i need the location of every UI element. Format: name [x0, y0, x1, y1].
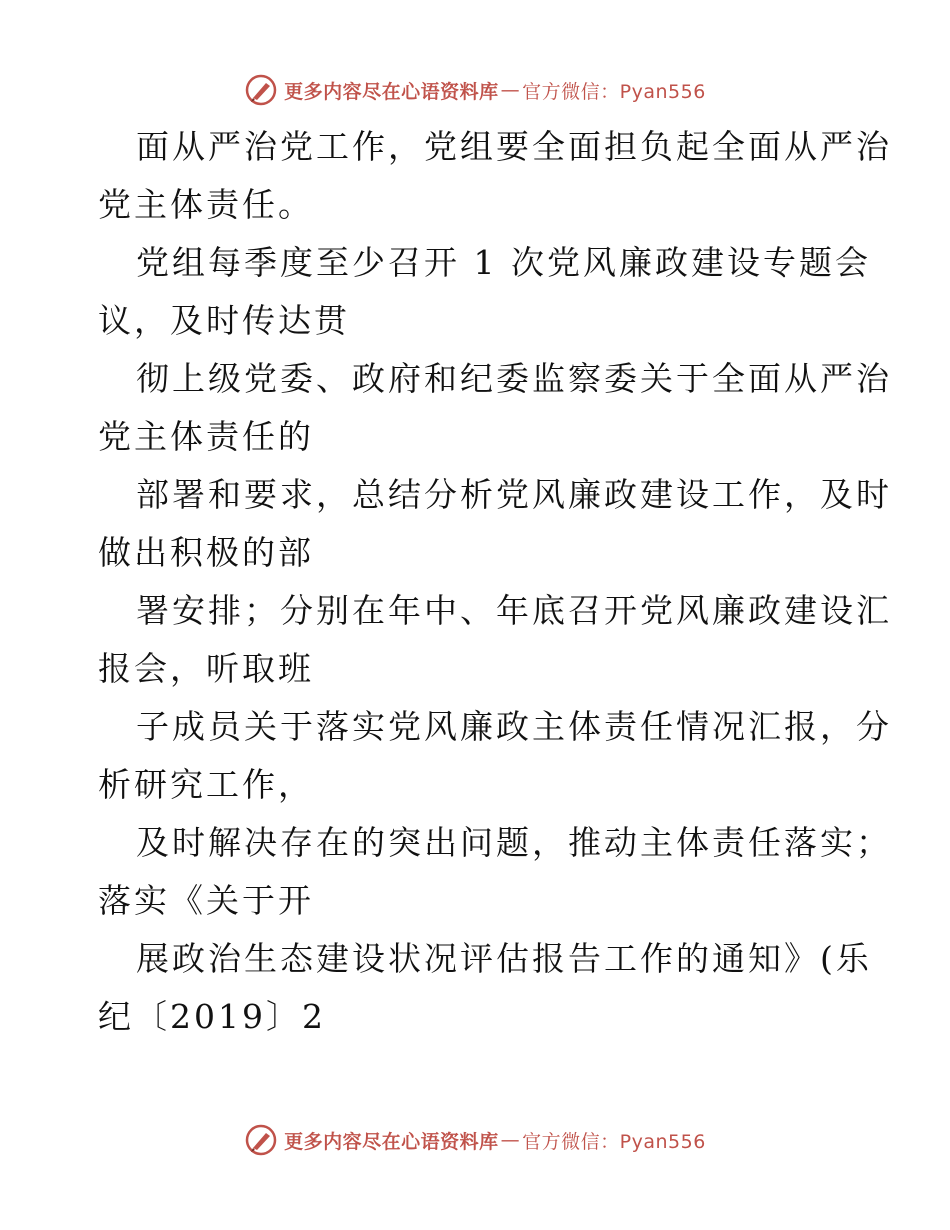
text-line: 纪〔2019〕2: [98, 997, 326, 1036]
pen-logo-icon: [244, 73, 278, 107]
text-line: 党主体责任。: [98, 185, 314, 224]
text-line: 子成员关于落实党风廉政主体责任情况汇报，分: [136, 707, 892, 746]
text-line: 报会，听取班: [98, 649, 314, 688]
watermark-brand: 更多内容尽在心语资料库: [284, 1130, 499, 1153]
document-body: [98, 118, 892, 1046]
footer-watermark: [0, 1120, 950, 1160]
pen-logo-icon: [244, 1123, 278, 1157]
text-line: 做出积极的部: [98, 533, 314, 572]
watermark-dash: —: [500, 79, 521, 101]
watermark-brand: 更多内容尽在心语资料库: [284, 80, 499, 103]
watermark-contact: 官方微信：Pyan556: [522, 1130, 706, 1153]
text-line: 党主体责任的: [98, 417, 314, 456]
text-line: 议，及时传达贯: [98, 301, 350, 340]
watermark-contact: 官方微信：Pyan556: [522, 80, 706, 103]
text-line: 部署和要求，总结分析党风廉政建设工作，及时: [136, 475, 892, 514]
text-line: 彻上级党委、政府和纪委监察委关于全面从严治: [136, 359, 892, 398]
text-line: 署安排；分别在年中、年底召开党风廉政建设汇: [136, 591, 892, 630]
text-line: 面从严治党工作，党组要全面担负起全面从严治: [136, 127, 892, 166]
text-line: 党组每季度至少召开 1 次党风廉政建设专题会: [136, 243, 871, 282]
text-line: 析研究工作，: [98, 765, 314, 804]
header-watermark: [0, 70, 950, 110]
text-line: 展政治生态建设状况评估报告工作的通知》(乐: [136, 939, 872, 978]
text-line: 落实《关于开: [98, 881, 314, 920]
text-line: 及时解决存在的突出问题，推动主体责任落实；: [136, 823, 892, 862]
watermark-dash: —: [500, 1129, 521, 1151]
